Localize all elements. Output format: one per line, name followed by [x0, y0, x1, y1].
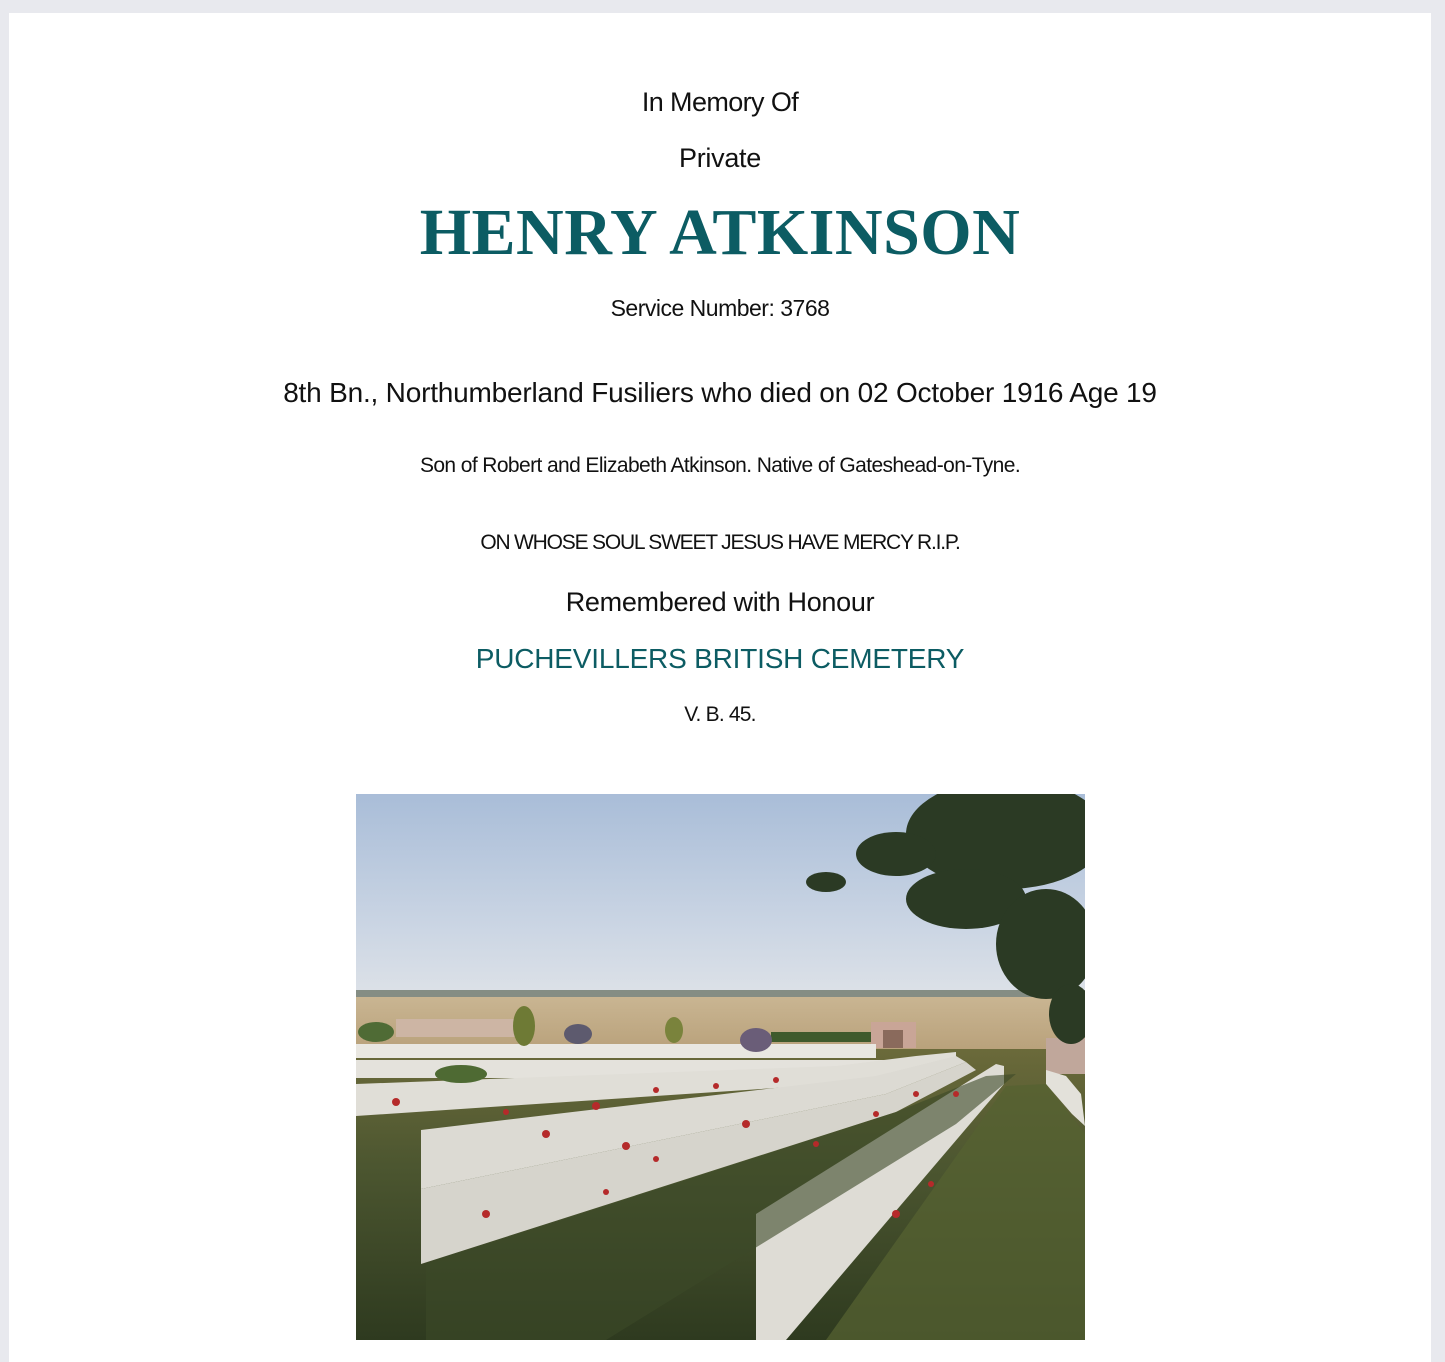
rank-label: Private: [679, 143, 761, 173]
epitaph: ON WHOSE SOUL SWEET JESUS HAVE MERCY R.I.P.: [480, 531, 960, 554]
casualty-name: HENRY ATKINSON: [419, 196, 1021, 269]
cemetery-photo: [356, 794, 1085, 1340]
remembered-with-honour: Remembered with Honour: [565, 587, 875, 617]
service-number: Service Number: 3768: [610, 295, 830, 321]
intro-heading: In Memory Of: [641, 87, 799, 117]
memorial-page: [9, 13, 1431, 1362]
family-details: Son of Robert and Elizabeth Atkinson. Native of Gateshead-on-Tyne.: [419, 454, 1021, 477]
unit-and-death-details: 8th Bn., Northumberland Fusiliers who died on 02 October 1916 Age 19: [283, 377, 1157, 408]
grave-reference: V. B. 45.: [684, 703, 756, 726]
cemetery-name: PUCHEVILLERS BRITISH CEMETERY: [475, 643, 965, 674]
